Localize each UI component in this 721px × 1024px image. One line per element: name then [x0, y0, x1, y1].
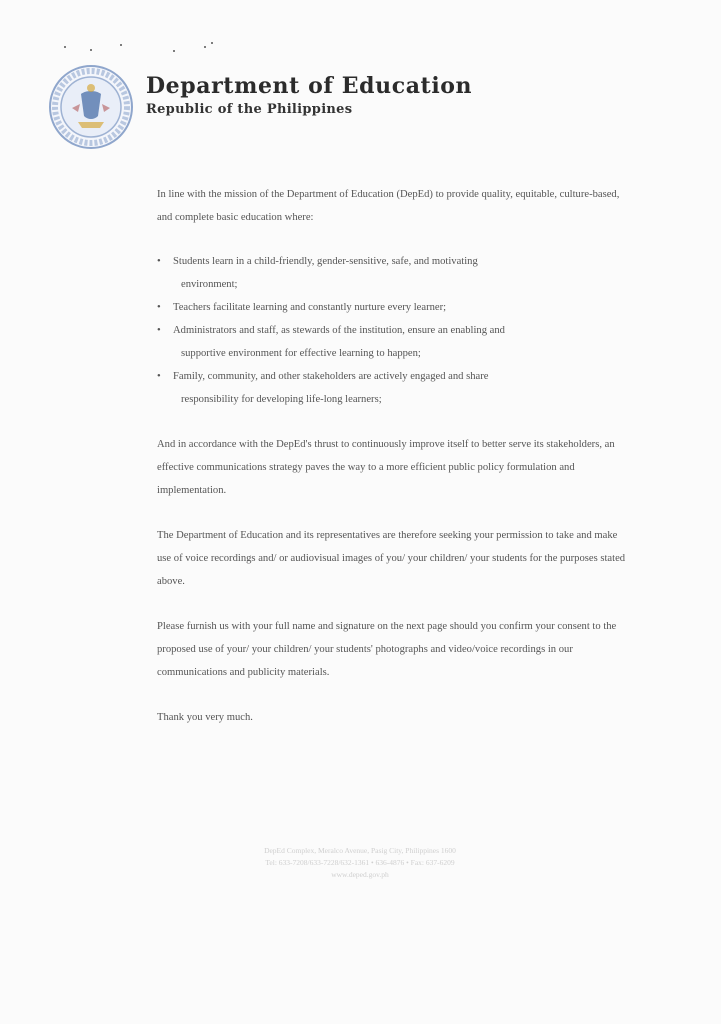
speck	[211, 42, 213, 44]
list-item-line: Family, community, and other stakeholders are actively engaged and share	[173, 371, 489, 382]
department-title: Department of Education	[146, 73, 473, 99]
footer-address: DepEd Complex, Meralco Avenue, Pasig City, Philippines 1600	[264, 846, 456, 855]
list-item	[157, 319, 629, 365]
list-item	[157, 296, 629, 319]
list-item-line: responsibility for developing life-long learners;	[181, 394, 382, 405]
permission-paragraph: The Department of Education and its representatives are therefore seeking your permission to take and make use of voice recordings and/ or audiovisual images of you/ your children/ your students for the purposes stated above.	[157, 530, 626, 587]
letter-footer	[160, 845, 560, 881]
strategy-paragraph: And in accordance with the DepEd's thrust to continuously improve itself to better serve its stakeholders, an effective communications strategy paves the way to a more efficient public policy formulation and implementation.	[157, 439, 615, 496]
letter-body	[157, 183, 629, 729]
speck	[120, 44, 122, 46]
bullet-icon: •	[157, 325, 161, 336]
speck	[173, 50, 175, 52]
list-item	[157, 365, 629, 411]
list-item-line: Teachers facilitate learning and constantly nurture every learner;	[173, 302, 447, 313]
consent-paragraph: Please furnish us with your full name and signature on the next page should you confirm your consent to the proposed use of your/ your children/ your students' photographs and video/voice recordings in our communications and publicity materials.	[157, 621, 617, 678]
list-item-line: environment;	[181, 279, 238, 290]
intro-paragraph: In line with the mission of the Department of Education (DepEd) to provide quality, equitable, culture-based, and complete basic education where:	[157, 189, 620, 223]
deped-seal-icon	[48, 64, 134, 150]
footer-website: www.deped.gov.ph	[331, 870, 389, 879]
republic-subtitle: Republic of the Philippines	[146, 102, 353, 117]
list-item-line: supportive environment for effective learning to happen;	[181, 348, 421, 359]
letterhead	[146, 72, 472, 117]
speck	[204, 46, 206, 48]
list-item-line: Students learn in a child-friendly, gender-sensitive, safe, and motivating	[173, 256, 478, 267]
bullet-icon: •	[157, 371, 161, 382]
bullet-icon: •	[157, 256, 161, 267]
bullet-icon: •	[157, 302, 161, 313]
speck	[64, 46, 66, 48]
scan-specks	[60, 40, 220, 52]
list-item-line: Administrators and staff, as stewards of the institution, ensure an enabling and	[173, 325, 505, 336]
speck	[90, 49, 92, 51]
mission-list	[157, 250, 629, 411]
footer-contact: Tel: 633-7208/633-7228/632-1361 • 636-4876 • Fax: 637-6209	[265, 858, 455, 867]
list-item	[157, 250, 629, 296]
closing-line: Thank you very much.	[157, 712, 253, 723]
